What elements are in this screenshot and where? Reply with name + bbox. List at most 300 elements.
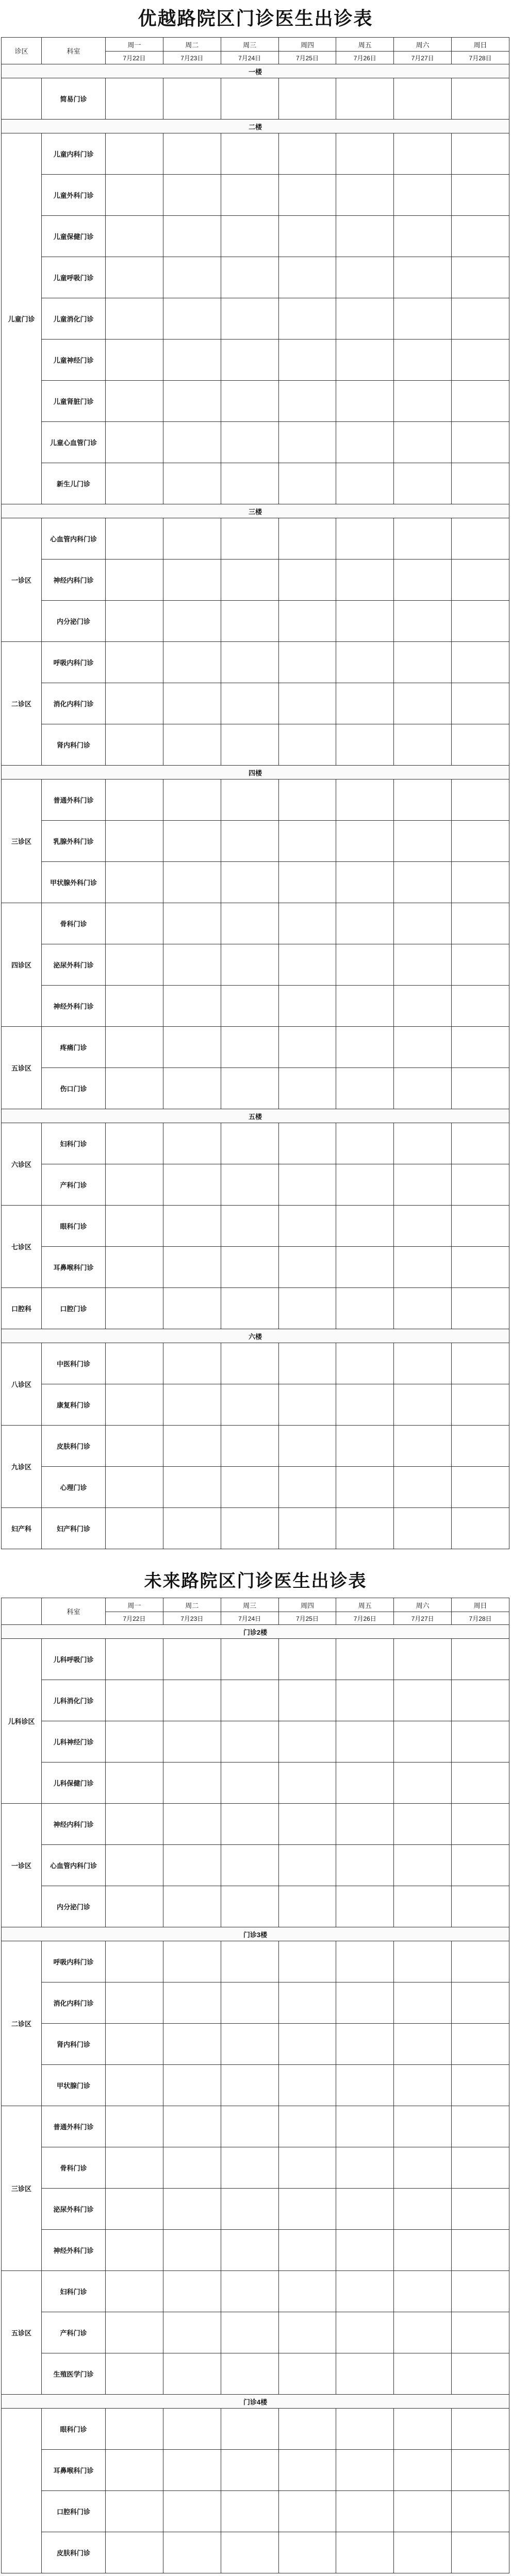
doctor-cell — [221, 2353, 278, 2395]
doctor-cell — [163, 1247, 221, 1288]
doctor-cell — [452, 683, 509, 724]
header-row — [2, 38, 509, 52]
doctor-cell — [163, 1467, 221, 1508]
area-cell: 三诊区 — [2, 779, 42, 903]
area-cell: 五诊区 — [2, 2271, 42, 2395]
doctor-cell — [106, 340, 163, 381]
dept-cell: 神经外科门诊 — [42, 986, 106, 1027]
table-row — [2, 1804, 509, 1845]
doctor-cell — [106, 1426, 163, 1467]
doctor-cell — [163, 821, 221, 862]
doctor-cell — [394, 1982, 452, 2024]
doctor-cell — [278, 2312, 336, 2353]
doctor-cell — [106, 642, 163, 683]
doctor-cell — [163, 2024, 221, 2065]
doctor-cell — [336, 1804, 394, 1845]
doctor-cell — [163, 340, 221, 381]
doctor-cell — [221, 78, 278, 120]
doctor-cell — [394, 2353, 452, 2395]
dept-cell: 儿童外科门诊 — [42, 175, 106, 216]
area-cell: 七诊区 — [2, 1206, 42, 1288]
doctor-cell — [106, 2230, 163, 2271]
dept-cell: 泌尿外科门诊 — [42, 2189, 106, 2230]
doctor-cell — [163, 2189, 221, 2230]
header-date: 7月27日 — [394, 52, 452, 64]
doctor-cell — [336, 2065, 394, 2106]
header-day: 周一 — [106, 1598, 163, 1612]
doctor-cell — [221, 2532, 278, 2573]
header-day: 周五 — [336, 38, 394, 52]
area-cell: 四诊区 — [2, 903, 42, 1027]
doctor-cell — [106, 683, 163, 724]
doctor-cell — [221, 340, 278, 381]
doctor-cell — [278, 133, 336, 175]
doctor-cell — [336, 2189, 394, 2230]
header-date: 7月27日 — [394, 1612, 452, 1625]
doctor-cell — [452, 2491, 509, 2532]
doctor-cell — [452, 1288, 509, 1329]
dept-cell: 呼吸内科门诊 — [42, 642, 106, 683]
doctor-cell — [394, 2024, 452, 2065]
doctor-cell — [394, 642, 452, 683]
table-row — [2, 1982, 509, 2024]
doctor-cell — [278, 1123, 336, 1164]
dept-cell: 皮肤科门诊 — [42, 1426, 106, 1467]
doctor-cell — [452, 2189, 509, 2230]
doctor-cell — [106, 175, 163, 216]
dept-cell: 神经外科门诊 — [42, 2230, 106, 2271]
dept-cell: 心血管内科门诊 — [42, 1845, 106, 1886]
doctor-cell — [221, 903, 278, 944]
doctor-cell — [394, 560, 452, 601]
doctor-cell — [106, 1068, 163, 1109]
header-day: 周六 — [394, 38, 452, 52]
floor-label: 门诊2楼 — [2, 1625, 509, 1639]
doctor-cell — [106, 601, 163, 642]
doctor-cell — [278, 1982, 336, 2024]
doctor-cell — [221, 1721, 278, 1762]
table-row — [2, 78, 509, 120]
doctor-cell — [106, 1508, 163, 1549]
table-row — [2, 518, 509, 560]
table-row — [2, 1941, 509, 1982]
doctor-cell — [278, 2532, 336, 2573]
doctor-cell — [336, 1845, 394, 1886]
doctor-cell — [394, 1426, 452, 1467]
doctor-cell — [221, 2189, 278, 2230]
floor-row — [2, 766, 509, 779]
doctor-cell — [336, 2409, 394, 2450]
table-row — [2, 2271, 509, 2312]
dept-cell: 儿童呼吸门诊 — [42, 257, 106, 298]
doctor-cell — [106, 463, 163, 504]
doctor-cell — [336, 986, 394, 1027]
doctor-cell — [336, 2106, 394, 2147]
doctor-cell — [452, 724, 509, 766]
doctor-cell — [221, 1343, 278, 1384]
dept-cell: 产科门诊 — [42, 1164, 106, 1206]
doctor-cell — [278, 340, 336, 381]
dept-cell: 儿童保健门诊 — [42, 216, 106, 257]
doctor-cell — [106, 1845, 163, 1886]
doctor-cell — [452, 1343, 509, 1384]
floor-row — [2, 2395, 509, 2409]
table-row — [2, 1206, 509, 1247]
doctor-cell — [336, 2271, 394, 2312]
doctor-cell — [336, 1247, 394, 1288]
doctor-cell — [221, 2312, 278, 2353]
table-row — [2, 1426, 509, 1467]
doctor-cell — [163, 216, 221, 257]
doctor-cell — [336, 1206, 394, 1247]
doctor-cell — [163, 2065, 221, 2106]
doctor-cell — [163, 2532, 221, 2573]
doctor-cell — [452, 2147, 509, 2189]
doctor-cell — [221, 381, 278, 422]
doctor-cell — [278, 1680, 336, 1721]
doctor-cell — [106, 1639, 163, 1680]
table-row — [2, 2065, 509, 2106]
doctor-cell — [221, 2491, 278, 2532]
doctor-cell — [163, 1068, 221, 1109]
doctor-cell — [221, 175, 278, 216]
table-row — [2, 1680, 509, 1721]
doctor-cell — [221, 642, 278, 683]
floor-label: 六楼 — [2, 1329, 509, 1343]
doctor-cell — [278, 1206, 336, 1247]
doctor-cell — [394, 2189, 452, 2230]
doctor-cell — [163, 2147, 221, 2189]
doctor-cell — [221, 1384, 278, 1426]
dept-cell: 肾内科门诊 — [42, 2024, 106, 2065]
table-row — [2, 1288, 509, 1329]
doctor-cell — [221, 298, 278, 340]
doctor-cell — [106, 1721, 163, 1762]
floor-row — [2, 64, 509, 78]
header-day: 周五 — [336, 1598, 394, 1612]
dept-cell: 眼科门诊 — [42, 2409, 106, 2450]
doctor-cell — [452, 1886, 509, 1927]
doctor-cell — [163, 1680, 221, 1721]
doctor-cell — [163, 1164, 221, 1206]
doctor-cell — [336, 1762, 394, 1804]
doctor-cell — [336, 944, 394, 986]
area-cell: 六诊区 — [2, 1123, 42, 1206]
table-row — [2, 862, 509, 903]
doctor-cell — [394, 986, 452, 1027]
doctor-cell — [452, 2409, 509, 2450]
table-row — [2, 2491, 509, 2532]
dept-cell: 新生儿门诊 — [42, 463, 106, 504]
dept-cell: 乳腺外科门诊 — [42, 821, 106, 862]
area-cell: 九诊区 — [2, 1426, 42, 1508]
doctor-cell — [221, 518, 278, 560]
dept-cell: 儿童消化门诊 — [42, 298, 106, 340]
doctor-cell — [394, 257, 452, 298]
dept-cell: 妇科门诊 — [42, 1123, 106, 1164]
table-row — [2, 1508, 509, 1549]
doctor-cell — [278, 175, 336, 216]
doctor-cell — [163, 2450, 221, 2491]
doctor-cell — [221, 1845, 278, 1886]
doctor-cell — [394, 175, 452, 216]
doctor-cell — [163, 2271, 221, 2312]
doctor-cell — [336, 1164, 394, 1206]
doctor-cell — [106, 821, 163, 862]
dept-cell: 消化内科门诊 — [42, 683, 106, 724]
doctor-cell — [106, 1123, 163, 1164]
table-row — [2, 1845, 509, 1886]
header-date: 7月28日 — [452, 52, 509, 64]
table-row — [2, 1886, 509, 1927]
doctor-cell — [394, 340, 452, 381]
doctor-cell — [106, 1343, 163, 1384]
doctor-cell — [163, 642, 221, 683]
doctor-cell — [394, 2065, 452, 2106]
doctor-cell — [278, 779, 336, 821]
doctor-cell — [221, 2024, 278, 2065]
doctor-cell — [106, 2271, 163, 2312]
dept-cell: 普通外科门诊 — [42, 779, 106, 821]
area-cell: 儿科诊区 — [2, 1639, 42, 1804]
dept-cell: 产科门诊 — [42, 2312, 106, 2353]
doctor-cell — [106, 1886, 163, 1927]
doctor-cell — [221, 560, 278, 601]
doctor-cell — [394, 463, 452, 504]
doctor-cell — [163, 601, 221, 642]
area-cell: 二诊区 — [2, 642, 42, 766]
floor-row — [2, 1625, 509, 1639]
doctor-cell — [221, 862, 278, 903]
table-row — [2, 2024, 509, 2065]
doctor-cell — [336, 2024, 394, 2065]
doctor-cell — [394, 1384, 452, 1426]
table-row — [2, 175, 509, 216]
dept-cell: 肾内科门诊 — [42, 724, 106, 766]
dept-cell: 儿童内科门诊 — [42, 133, 106, 175]
header-dept: 科室 — [42, 38, 106, 64]
doctor-cell — [452, 1467, 509, 1508]
doctor-cell — [394, 2312, 452, 2353]
dept-cell: 呼吸内科门诊 — [42, 1941, 106, 1982]
doctor-cell — [394, 1886, 452, 1927]
doctor-cell — [106, 779, 163, 821]
doctor-cell — [278, 2147, 336, 2189]
doctor-cell — [163, 2353, 221, 2395]
dept-cell: 儿科消化门诊 — [42, 1680, 106, 1721]
schedule-1-title: 优越路院区门诊医生出诊表 — [138, 8, 373, 29]
doctor-cell — [278, 1027, 336, 1068]
table-row — [2, 1762, 509, 1804]
doctor-cell — [452, 1027, 509, 1068]
dept-cell: 内分泌门诊 — [42, 601, 106, 642]
table-row — [2, 1384, 509, 1426]
dept-cell: 心理门诊 — [42, 1467, 106, 1508]
doctor-cell — [452, 2353, 509, 2395]
doctor-cell — [452, 463, 509, 504]
header-date: 7月26日 — [336, 52, 394, 64]
area-cell: 儿童门诊 — [2, 133, 42, 504]
doctor-cell — [394, 2106, 452, 2147]
doctor-cell — [278, 1886, 336, 1927]
floor-label: 门诊3楼 — [2, 1927, 509, 1941]
doctor-cell — [394, 683, 452, 724]
doctor-cell — [394, 133, 452, 175]
dept-cell: 泌尿外科门诊 — [42, 944, 106, 986]
doctor-cell — [163, 1123, 221, 1164]
dept-cell: 妇产科门诊 — [42, 1508, 106, 1549]
doctor-cell — [106, 1164, 163, 1206]
doctor-cell — [221, 2450, 278, 2491]
doctor-cell — [278, 1639, 336, 1680]
doctor-cell — [394, 2409, 452, 2450]
doctor-cell — [163, 683, 221, 724]
table-row — [2, 1343, 509, 1384]
doctor-cell — [394, 944, 452, 986]
table-row — [2, 1123, 509, 1164]
header-date: 7月25日 — [278, 1612, 336, 1625]
doctor-cell — [106, 257, 163, 298]
doctor-cell — [336, 298, 394, 340]
doctor-cell — [394, 1068, 452, 1109]
dept-cell: 生殖医学门诊 — [42, 2353, 106, 2395]
table-row — [2, 2230, 509, 2271]
doctor-cell — [452, 1123, 509, 1164]
doctor-cell — [336, 1123, 394, 1164]
table-row — [2, 2353, 509, 2395]
doctor-cell — [336, 560, 394, 601]
dept-cell: 眼科门诊 — [42, 1206, 106, 1247]
doctor-cell — [106, 133, 163, 175]
doctor-cell — [278, 2271, 336, 2312]
doctor-cell — [221, 2065, 278, 2106]
doctor-cell — [106, 560, 163, 601]
doctor-cell — [394, 779, 452, 821]
doctor-cell — [452, 133, 509, 175]
doctor-cell — [394, 78, 452, 120]
doctor-cell — [221, 1982, 278, 2024]
doctor-cell — [163, 1384, 221, 1426]
doctor-cell — [221, 257, 278, 298]
doctor-cell — [336, 1384, 394, 1426]
doctor-cell — [394, 1206, 452, 1247]
header-day: 周二 — [163, 1598, 221, 1612]
doctor-cell — [106, 903, 163, 944]
doctor-cell — [221, 944, 278, 986]
doctor-cell — [336, 1721, 394, 1762]
table-row — [2, 2189, 509, 2230]
doctor-cell — [394, 1164, 452, 1206]
dept-cell: 甲状腺外科门诊 — [42, 862, 106, 903]
doctor-cell — [106, 1027, 163, 1068]
doctor-cell — [336, 1982, 394, 2024]
header-area: 诊区 — [2, 38, 42, 64]
dept-cell: 康复科门诊 — [42, 1384, 106, 1426]
doctor-cell — [163, 1886, 221, 1927]
area-cell: 五诊区 — [2, 1027, 42, 1109]
table-row — [2, 1068, 509, 1109]
doctor-cell — [278, 683, 336, 724]
doctor-cell — [106, 1680, 163, 1721]
area-cell: 八诊区 — [2, 1343, 42, 1426]
doctor-cell — [278, 1384, 336, 1426]
doctor-cell — [452, 1982, 509, 2024]
dept-cell: 儿科呼吸门诊 — [42, 1639, 106, 1680]
doctor-cell — [106, 2106, 163, 2147]
doctor-cell — [336, 78, 394, 120]
dept-cell: 耳鼻喉科门诊 — [42, 1247, 106, 1288]
doctor-cell — [163, 175, 221, 216]
doctor-cell — [278, 2353, 336, 2395]
doctor-cell — [221, 1804, 278, 1845]
doctor-cell — [163, 518, 221, 560]
schedule-2-title: 未来路院区门诊医生出诊表 — [144, 1571, 367, 1591]
table-row — [2, 903, 509, 944]
doctor-cell — [452, 1384, 509, 1426]
doctor-cell — [452, 601, 509, 642]
area-cell: 二诊区 — [2, 1941, 42, 2106]
doctor-cell — [221, 683, 278, 724]
doctor-cell — [106, 1467, 163, 1508]
dept-cell: 儿童心血管门诊 — [42, 422, 106, 463]
table-row — [2, 642, 509, 683]
dept-cell: 心血管内科门诊 — [42, 518, 106, 560]
doctor-cell — [221, 133, 278, 175]
doctor-cell — [394, 1027, 452, 1068]
doctor-cell — [452, 821, 509, 862]
doctor-cell — [394, 422, 452, 463]
doctor-cell — [278, 642, 336, 683]
doctor-cell — [106, 1941, 163, 1982]
doctor-cell — [221, 1206, 278, 1247]
floor-label: 三楼 — [2, 504, 509, 518]
doctor-cell — [394, 1762, 452, 1804]
doctor-cell — [452, 1762, 509, 1804]
doctor-cell — [452, 986, 509, 1027]
doctor-cell — [394, 821, 452, 862]
doctor-cell — [278, 1721, 336, 1762]
doctor-cell — [336, 1027, 394, 1068]
table-row — [2, 1639, 509, 1680]
doctor-cell — [336, 216, 394, 257]
doctor-cell — [163, 2409, 221, 2450]
table-row — [2, 683, 509, 724]
table-row — [2, 298, 509, 340]
doctor-cell — [394, 1467, 452, 1508]
table-row — [2, 422, 509, 463]
doctor-cell — [394, 1680, 452, 1721]
doctor-cell — [106, 986, 163, 1027]
header-date: 7月23日 — [163, 52, 221, 64]
doctor-cell — [394, 1845, 452, 1886]
doctor-cell — [278, 821, 336, 862]
doctor-cell — [106, 944, 163, 986]
doctor-cell — [336, 1467, 394, 1508]
floor-row — [2, 120, 509, 133]
doctor-cell — [394, 2147, 452, 2189]
table-row — [2, 1164, 509, 1206]
doctor-cell — [278, 381, 336, 422]
header-date: 7月23日 — [163, 1612, 221, 1625]
doctor-cell — [106, 1206, 163, 1247]
doctor-cell — [452, 381, 509, 422]
doctor-cell — [163, 422, 221, 463]
doctor-cell — [163, 1982, 221, 2024]
doctor-cell — [452, 2271, 509, 2312]
doctor-cell — [221, 2409, 278, 2450]
doctor-cell — [163, 560, 221, 601]
doctor-cell — [278, 518, 336, 560]
